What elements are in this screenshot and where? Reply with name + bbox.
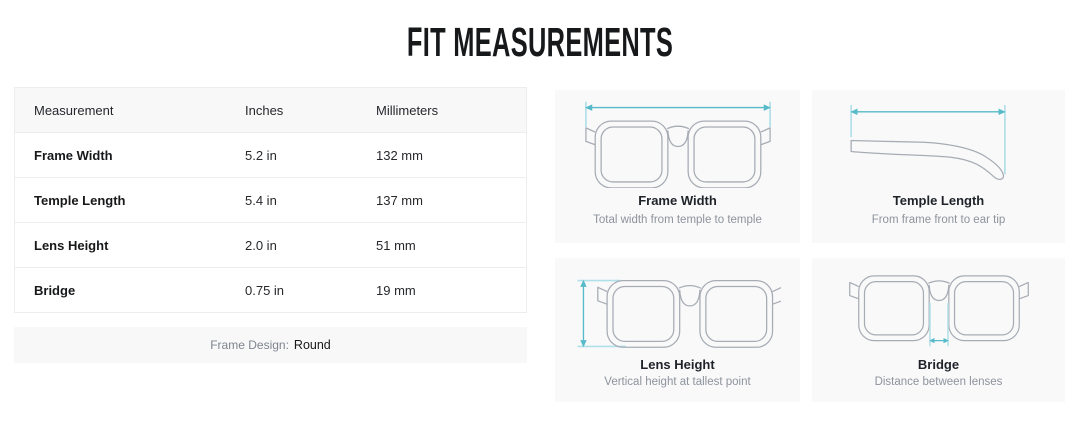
- inches-value: 2.0 in: [245, 237, 277, 253]
- card-subtitle: Total width from temple to temple: [593, 214, 762, 226]
- glasses-front-height-diagram: [575, 262, 781, 350]
- column-header-millimeters: Millimeters: [376, 102, 439, 118]
- card-bridge: [812, 258, 1065, 402]
- card-title: Frame Width: [638, 193, 717, 208]
- page-title: FIT MEASUREMENTS: [406, 19, 674, 65]
- temple-side-length-diagram: [841, 100, 1037, 188]
- measurements-table: [14, 87, 527, 313]
- card-frame-width: [555, 90, 800, 243]
- millimeters-value: 51 mm: [376, 237, 416, 253]
- card-subtitle: From frame front to ear tip: [871, 214, 1006, 226]
- frame-design-label: Frame Design:: [210, 338, 289, 352]
- card-title: Temple Length: [892, 193, 985, 208]
- inches-value: 5.2 in: [245, 147, 277, 163]
- frame-design-bar: [14, 327, 527, 363]
- measurement-name: Bridge: [34, 282, 76, 298]
- table-row: [14, 223, 527, 268]
- glasses-front-width-diagram: [580, 100, 776, 188]
- card-subtitle: Distance between lenses: [874, 376, 1003, 388]
- column-header-measurement: Measurement: [34, 102, 114, 118]
- frame-design-value: Round: [293, 338, 331, 352]
- card-title: Lens Height: [640, 357, 715, 372]
- card-lens-height: [555, 258, 800, 402]
- millimeters-value: 132 mm: [376, 147, 423, 163]
- millimeters-value: 19 mm: [376, 282, 416, 298]
- inches-value: 5.4 in: [245, 192, 277, 208]
- millimeters-value: 137 mm: [376, 192, 423, 208]
- measurement-name: Lens Height: [34, 237, 109, 253]
- table-row: [14, 268, 527, 313]
- table-header-row: [14, 87, 527, 133]
- glasses-front-bridge-diagram: [844, 262, 1034, 357]
- measurement-name: Frame Width: [34, 147, 113, 163]
- card-subtitle: Vertical height at tallest point: [604, 376, 751, 388]
- measurement-name: Temple Length: [34, 192, 126, 208]
- diagram-cards: [555, 90, 1065, 402]
- table-row: [14, 133, 527, 178]
- card-temple-length: [812, 90, 1065, 243]
- inches-value: 0.75 in: [245, 282, 285, 298]
- table-row: [14, 178, 527, 223]
- column-header-inches: Inches: [245, 102, 284, 118]
- card-title: Bridge: [917, 357, 960, 372]
